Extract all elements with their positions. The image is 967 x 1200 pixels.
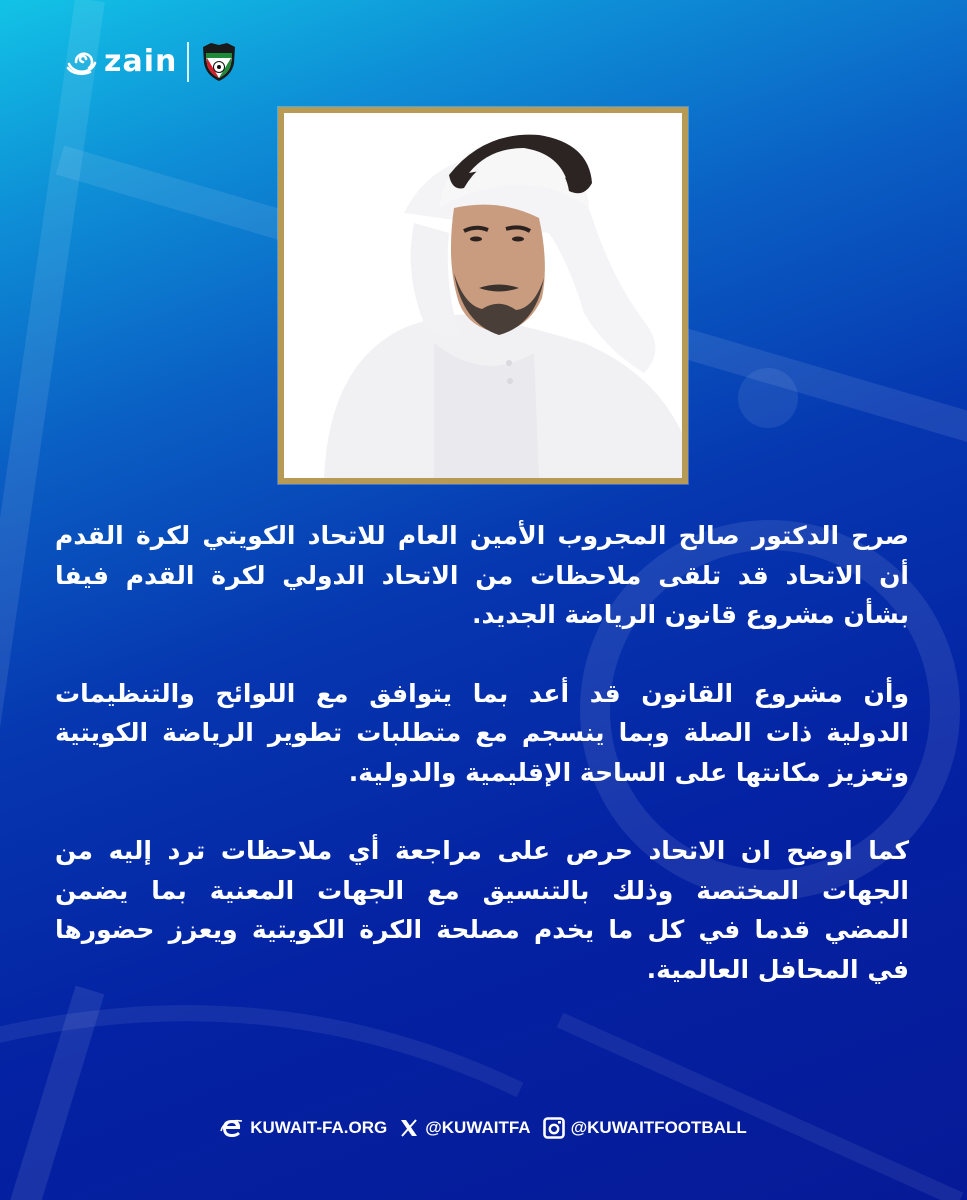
instagram-icon [543,1117,565,1139]
portrait-photo-frame [278,107,688,484]
x-handle-label: @KUWAITFA [425,1118,531,1137]
statement-line: الدولية ذات الصلة وبما ينسجم مع متطلبات تطوير الرياضة الكويتية [55,718,909,747]
web-e-icon [220,1117,244,1139]
zain-swirl-icon [66,47,100,77]
x-link[interactable] [399,1118,530,1138]
kuwait-fa-crest-icon [199,41,239,83]
statement-line: وأن مشروع القانون قد أعد بما يتوافق مع اللوائح والتنظيمات [55,678,909,708]
x-icon [399,1118,419,1138]
statement-line: كما اوضح ان الاتحاد حرص على مراجعة أي ملاحظات ترد إليه من [55,836,909,865]
statement-line: المضي قدما في كل ما يخدم مصلحة الكرة الكويتية ويعزز حضورها [55,915,909,944]
instagram-link[interactable] [543,1117,747,1139]
website-label: KUWAIT-FA.ORG [250,1118,388,1137]
portrait-photo [284,113,682,478]
statement-line: بشأن مشروع قانون الرياضة الجديد. [472,600,909,629]
statement-line: وتعزيز مكانتها على الساحة الإقليمية والدولية. [348,757,909,787]
statement-line: أن الاتحاد قد تلقى ملاحظات من الاتحاد الدولي لكرة القدم فيفا [55,560,909,590]
logo-bar [66,40,239,84]
statement-line: في المحافل العالمية. [646,954,909,984]
social-footer [0,1117,967,1139]
zain-logo [66,44,178,79]
website-link[interactable] [220,1117,387,1139]
logo-divider [187,42,189,82]
statement-paragraph-2 [55,674,909,793]
zain-wordmark: zain [104,44,178,79]
statement-body [55,516,909,1028]
statement-line: صرح الدكتور صالح المجروب الأمين العام للاتحاد الكويتي لكرة القدم [55,521,909,550]
statement-paragraph-3 [55,831,909,989]
statement-paragraph-1 [55,516,909,635]
instagram-handle-label: @KUWAITFOOTBALL [570,1118,747,1137]
statement-line: الجهات المختصة وذلك بالتنسيق مع الجهات المعنية بما يضمن [55,875,909,905]
